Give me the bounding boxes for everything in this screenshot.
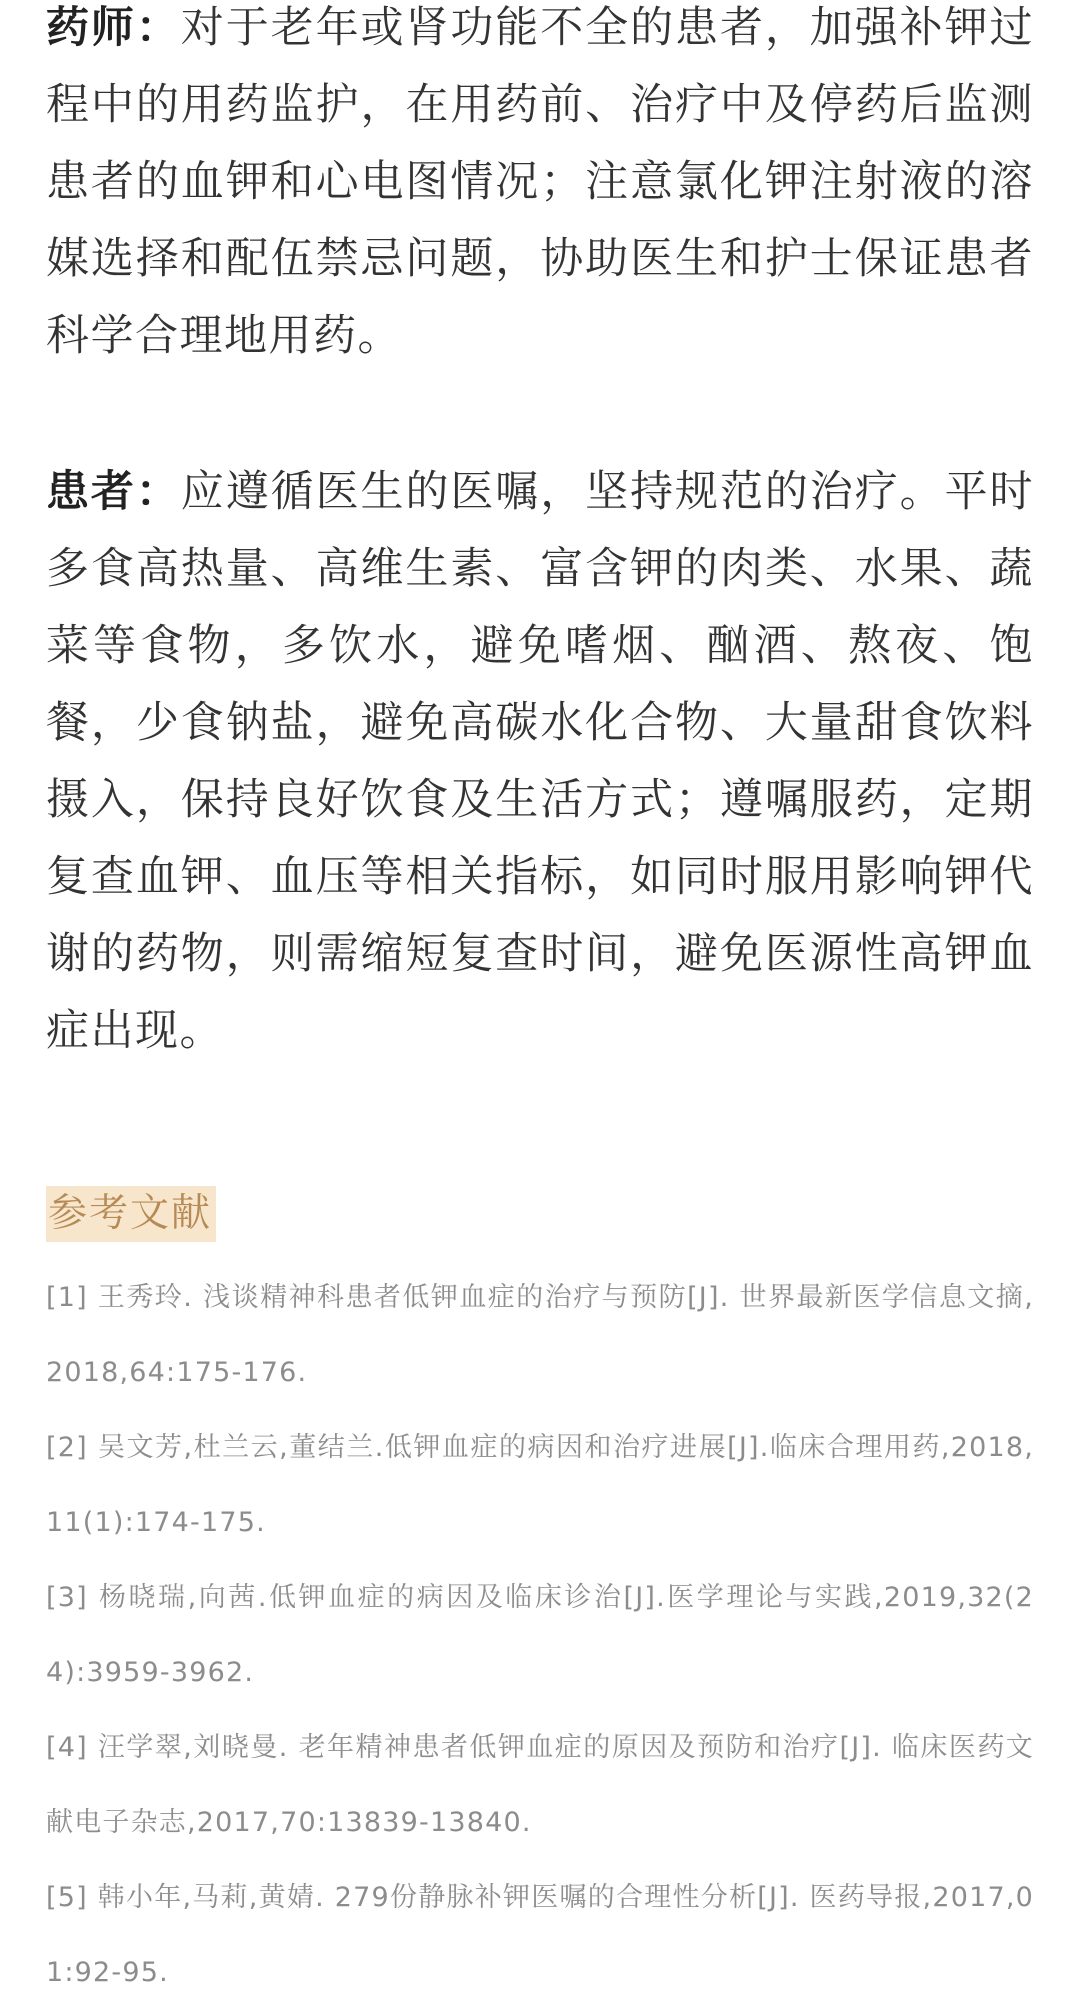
reference-item-5: [5] 韩小年,马莉,黄婧. 279份静脉补钾医嘱的合理性分析[J]. 医药导报,2017,01:92-95. — [46, 1882, 1034, 1988]
pharmacist-label: 药师： — [46, 3, 181, 53]
reference-item-3: [3] 杨晓瑞,向茜.低钾血症的病因及临床诊治[J].医学理论与实践,2019,32(24):3959-3962. — [46, 1582, 1034, 1688]
reference-list — [46, 1260, 1034, 2010]
patient-paragraph — [46, 454, 1034, 1070]
pharmacist-text: 对于老年或肾功能不全的患者，加强补钾过程中的用药监护，在用药前、治疗中及停药后监测患者的血钾和心电图情况；注意氯化钾注射液的溶媒选择和配伍禁忌问题，协助医生和护士保证患者科学合理地用药。 — [46, 3, 1035, 361]
reference-item-4: [4] 汪学翠,刘晓曼. 老年精神患者低钾血症的原因及预防和治疗[J]. 临床医药文献电子杂志,2017,70:13839-13840. — [46, 1732, 1034, 1838]
reference-item-1: [1] 王秀玲. 浅谈精神科患者低钾血症的治疗与预防[J]. 世界最新医学信息文摘,2018,64:175-176. — [46, 1282, 1034, 1388]
patient-label: 患者： — [46, 467, 181, 517]
reference-item-2: [2] 吴文芳,杜兰云,董结兰.低钾血症的病因和治疗进展[J].临床合理用药,2018,11(1):174-175. — [46, 1432, 1034, 1538]
pharmacist-paragraph — [46, 0, 1034, 375]
references-heading-wrap — [46, 1186, 1034, 1246]
patient-text: 应遵循医生的医嘱，坚持规范的治疗。平时多食高热量、高维生素、富含钾的肉类、水果、蔬菜等食物，多饮水，避免嗜烟、酗酒、熬夜、饱餐，少食钠盐，避免高碳水化合物、大量甜食饮料摄入，保持良好饮食及生活方式；遵嘱服药，定期复查血钾、血压等相关指标，如同时服用影响钾代谢的药物，则需缩短复查时间，避免医源性高钾血症出现。 — [46, 467, 1035, 1056]
references-heading: 参考文献 — [46, 1186, 216, 1242]
